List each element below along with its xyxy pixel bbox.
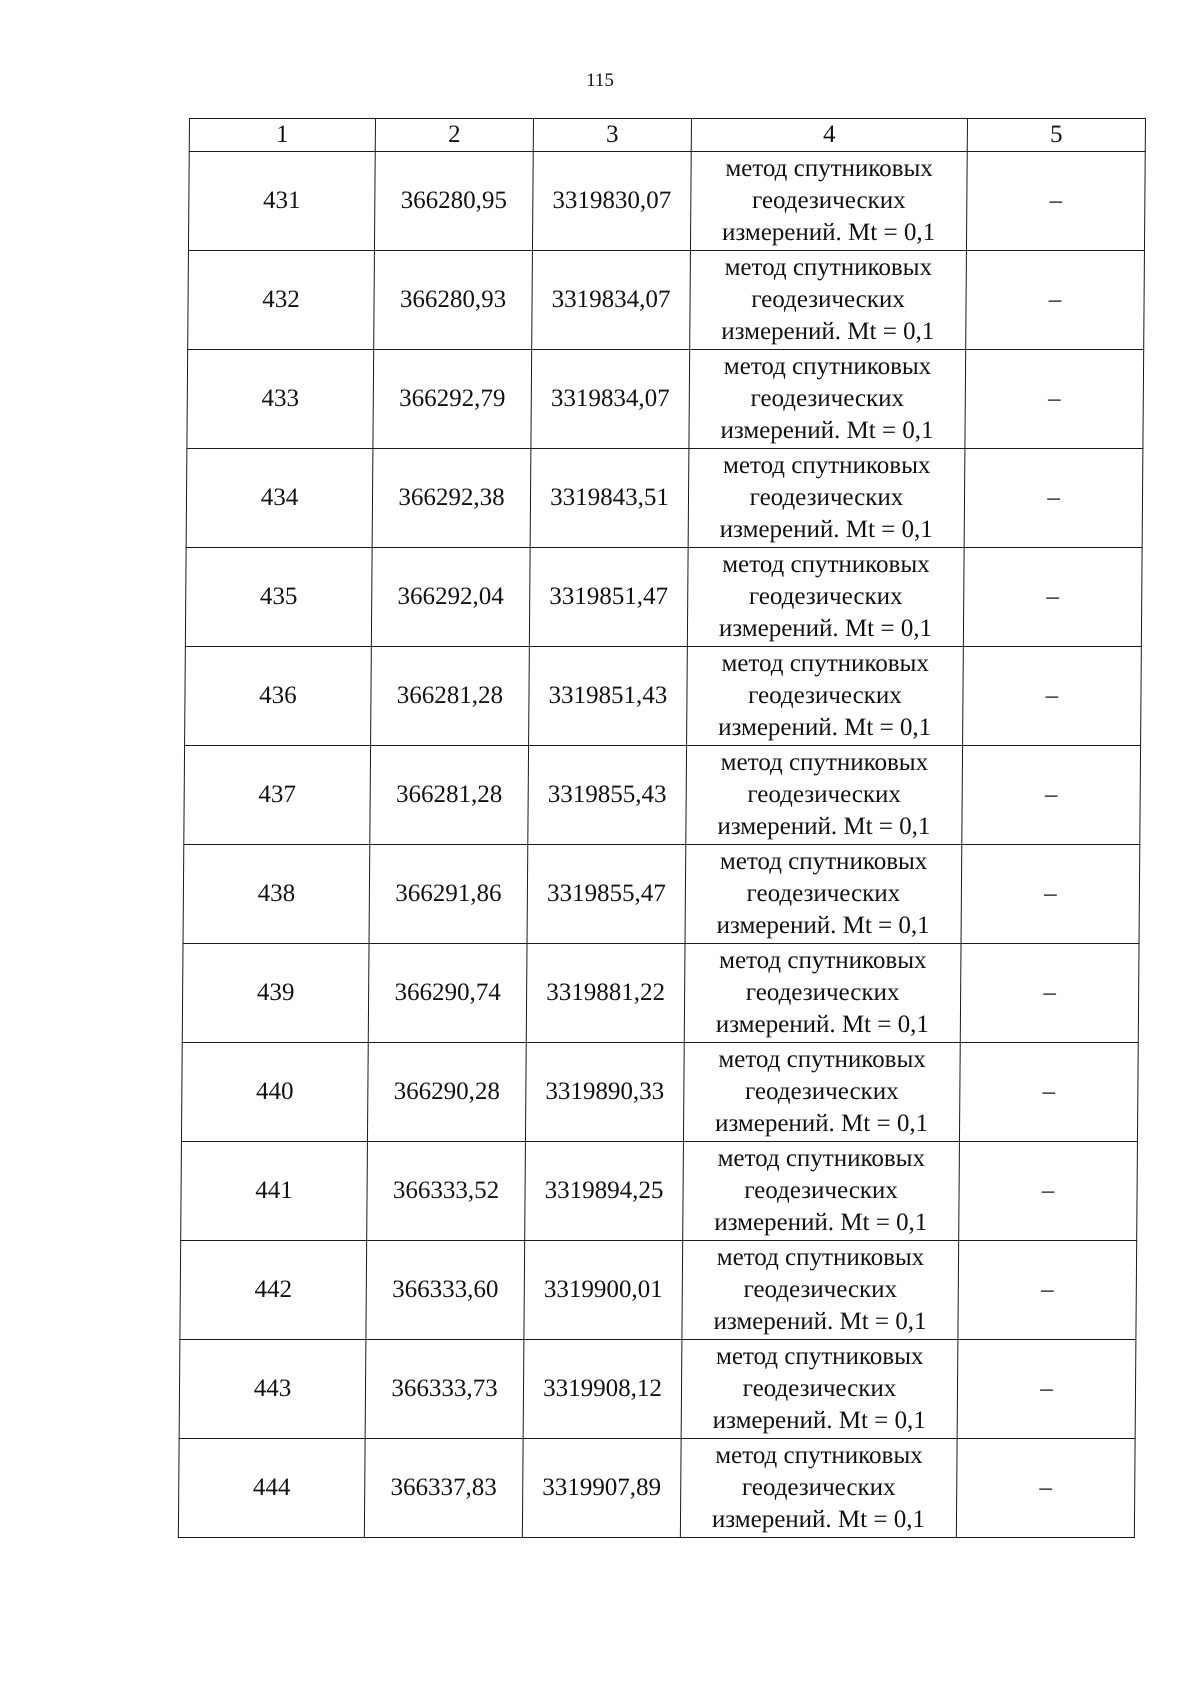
method-line: измерений. Mt = 0,1 xyxy=(721,219,936,246)
note-cell: – xyxy=(964,449,1143,548)
x-coordinate-cell: 366280,95 xyxy=(374,152,533,251)
method-line: геодезических xyxy=(748,583,903,610)
point-number-cell: 439 xyxy=(182,944,369,1043)
page-number: 115 xyxy=(586,70,614,91)
method-line: измерений. Mt = 0,1 xyxy=(720,417,934,444)
y-coordinate-cell: 3319907,89 xyxy=(522,1439,681,1538)
table-row xyxy=(187,350,1144,449)
x-coordinate-cell: 366292,04 xyxy=(371,548,530,647)
header-col-2: 2 xyxy=(375,119,533,152)
method-cell xyxy=(682,1241,959,1340)
method-line: измерений. Mt = 0,1 xyxy=(717,813,931,840)
method-line: измерений. Mt = 0,1 xyxy=(718,714,932,741)
y-coordinate-cell: 3319855,47 xyxy=(527,845,686,944)
note-cell: – xyxy=(961,845,1140,944)
point-number-cell: 433 xyxy=(187,350,374,449)
method-line: метод спутниковых xyxy=(719,848,928,875)
note-cell: – xyxy=(963,548,1142,647)
note-cell: – xyxy=(963,647,1142,746)
point-number-cell: 436 xyxy=(185,647,372,746)
y-coordinate-cell: 3319851,47 xyxy=(529,548,688,647)
method-line: метод спутниковых xyxy=(716,1244,925,1271)
method-line: измерений. Mt = 0,1 xyxy=(718,615,933,642)
table-row xyxy=(180,1241,1137,1340)
method-line: геодезических xyxy=(745,979,900,1006)
method-line: геодезических xyxy=(746,880,901,907)
point-number-cell: 437 xyxy=(184,746,371,845)
table-row xyxy=(181,1043,1138,1142)
method-line: метод спутниковых xyxy=(718,1046,926,1073)
x-coordinate-cell: 366333,60 xyxy=(366,1241,525,1340)
note-cell: – xyxy=(959,1043,1138,1142)
table-row xyxy=(185,647,1142,746)
y-coordinate-cell: 3319834,07 xyxy=(532,251,691,350)
x-coordinate-cell: 366280,93 xyxy=(374,251,533,350)
method-cell xyxy=(687,647,964,746)
method-line: метод спутниковых xyxy=(724,254,933,281)
table-row xyxy=(184,746,1141,845)
method-line: измерений. Mt = 0,1 xyxy=(711,1506,926,1533)
method-line: метод спутниковых xyxy=(722,452,931,479)
note-cell: – xyxy=(959,1142,1138,1241)
method-line: геодезических xyxy=(744,1177,898,1204)
method-line: геодезических xyxy=(741,1474,896,1501)
y-coordinate-cell: 3319908,12 xyxy=(523,1340,682,1439)
note-cell: – xyxy=(966,251,1145,350)
table-row xyxy=(178,1439,1135,1538)
method-line: геодезических xyxy=(743,1276,898,1303)
point-number-cell: 444 xyxy=(178,1439,365,1538)
y-coordinate-cell: 3319851,43 xyxy=(529,647,688,746)
method-line: измерений. Mt = 0,1 xyxy=(714,1209,928,1236)
method-line: геодезических xyxy=(748,682,902,709)
y-coordinate-cell: 3319881,22 xyxy=(526,944,685,1043)
table-row xyxy=(179,1340,1136,1439)
table-row xyxy=(185,548,1142,647)
method-cell xyxy=(690,152,967,251)
header-col-5: 5 xyxy=(967,119,1145,152)
method-line: геодезических xyxy=(750,385,905,412)
table-row xyxy=(188,251,1145,350)
x-coordinate-cell: 366292,38 xyxy=(372,449,531,548)
method-line: метод спутниковых xyxy=(715,1343,924,1370)
method-line: метод спутниковых xyxy=(725,155,933,182)
x-coordinate-cell: 366281,28 xyxy=(370,746,529,845)
method-line: метод спутниковых xyxy=(721,650,930,677)
header-row xyxy=(189,119,1145,152)
method-cell xyxy=(687,548,964,647)
note-cell: – xyxy=(956,1439,1135,1538)
method-line: метод спутниковых xyxy=(717,1145,926,1172)
y-coordinate-cell: 3319894,25 xyxy=(525,1142,684,1241)
point-number-cell: 435 xyxy=(185,548,372,647)
x-coordinate-cell: 366333,73 xyxy=(365,1340,524,1439)
x-coordinate-cell: 366337,83 xyxy=(364,1439,523,1538)
method-cell xyxy=(683,1142,960,1241)
point-number-cell: 443 xyxy=(179,1340,366,1439)
method-cell xyxy=(685,845,962,944)
note-cell: – xyxy=(962,746,1141,845)
coordinates-table xyxy=(178,118,1146,1538)
method-cell xyxy=(690,251,967,350)
x-coordinate-cell: 366291,86 xyxy=(369,845,528,944)
header-col-3: 3 xyxy=(533,119,691,152)
note-cell: – xyxy=(966,152,1145,251)
note-cell: – xyxy=(957,1340,1136,1439)
method-line: геодезических xyxy=(751,187,906,214)
table-row xyxy=(181,1142,1138,1241)
table-header xyxy=(189,119,1145,152)
table-row xyxy=(188,152,1145,251)
point-number-cell: 442 xyxy=(180,1241,367,1340)
table-row xyxy=(186,449,1143,548)
note-cell: – xyxy=(960,944,1139,1043)
y-coordinate-cell: 3319834,07 xyxy=(531,350,690,449)
point-number-cell: 440 xyxy=(181,1043,368,1142)
y-coordinate-cell: 3319855,43 xyxy=(528,746,687,845)
x-coordinate-cell: 366281,28 xyxy=(371,647,530,746)
x-coordinate-cell: 366290,28 xyxy=(367,1043,526,1142)
x-coordinate-cell: 366290,74 xyxy=(368,944,527,1043)
y-coordinate-cell: 3319900,01 xyxy=(524,1241,683,1340)
table-body xyxy=(178,152,1145,1538)
method-cell xyxy=(686,746,963,845)
method-line: измерений. Mt = 0,1 xyxy=(714,1110,929,1137)
point-number-cell: 434 xyxy=(186,449,373,548)
header-col-1: 1 xyxy=(189,119,375,152)
method-line: измерений. Mt = 0,1 xyxy=(715,1011,930,1038)
method-cell xyxy=(688,449,965,548)
method-line: геодезических xyxy=(749,484,904,511)
method-line: геодезических xyxy=(744,1078,899,1105)
method-line: измерений. Mt = 0,1 xyxy=(719,516,933,543)
method-line: метод спутниковых xyxy=(723,353,932,380)
method-line: геодезических xyxy=(747,781,902,808)
x-coordinate-cell: 366292,79 xyxy=(373,350,532,449)
note-cell: – xyxy=(958,1241,1137,1340)
method-line: измерений. Mt = 0,1 xyxy=(721,318,935,345)
point-number-cell: 432 xyxy=(188,251,375,350)
method-line: метод спутниковых xyxy=(719,947,927,974)
method-cell xyxy=(689,350,966,449)
method-cell xyxy=(681,1340,958,1439)
method-line: метод спутниковых xyxy=(722,551,930,578)
y-coordinate-cell: 3319830,07 xyxy=(532,152,691,251)
method-line: метод спутниковых xyxy=(720,749,929,776)
point-number-cell: 431 xyxy=(188,152,375,251)
y-coordinate-cell: 3319890,33 xyxy=(525,1043,684,1142)
method-line: измерений. Mt = 0,1 xyxy=(712,1407,926,1434)
point-number-cell: 438 xyxy=(183,845,370,944)
method-line: геодезических xyxy=(742,1375,897,1402)
x-coordinate-cell: 366333,52 xyxy=(367,1142,526,1241)
note-cell: – xyxy=(965,350,1144,449)
point-number-cell: 441 xyxy=(181,1142,368,1241)
method-line: измерений. Mt = 0,1 xyxy=(716,912,930,939)
header-col-4: 4 xyxy=(691,119,967,152)
method-line: измерений. Mt = 0,1 xyxy=(713,1308,927,1335)
method-cell xyxy=(684,944,961,1043)
method-cell xyxy=(680,1439,957,1538)
table-row xyxy=(182,944,1139,1043)
y-coordinate-cell: 3319843,51 xyxy=(530,449,689,548)
table-row xyxy=(183,845,1140,944)
method-cell xyxy=(683,1043,960,1142)
method-line: метод спутниковых xyxy=(715,1442,923,1469)
method-line: геодезических xyxy=(751,286,905,313)
